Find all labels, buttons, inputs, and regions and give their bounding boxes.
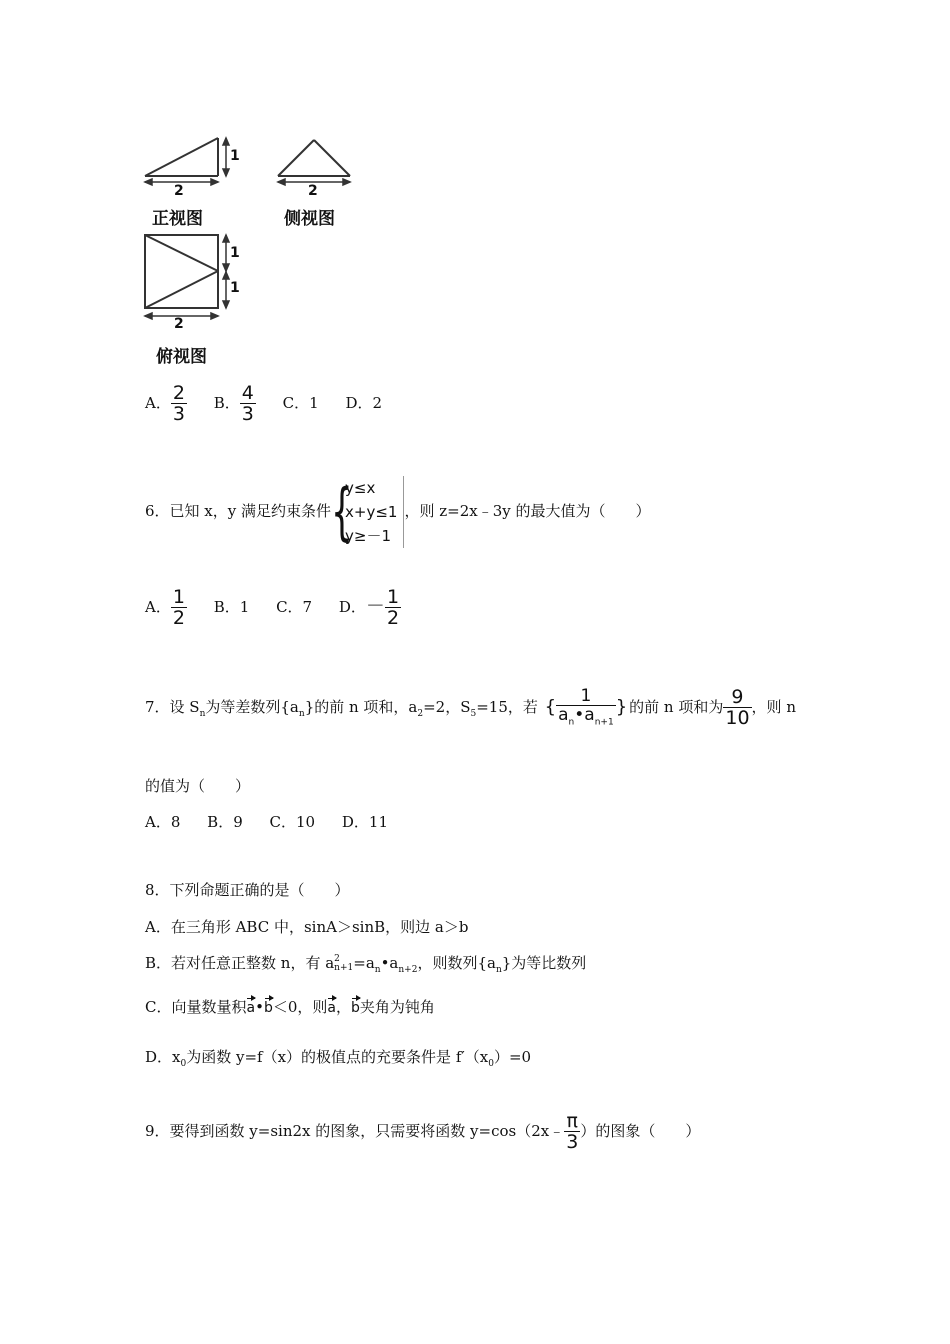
q5-option-a[interactable] [145,384,187,424]
set-den-dot: • [574,705,585,726]
option-letter: A． [145,394,171,412]
front-dimension-lines [145,138,229,185]
fraction-numerator: 4 [241,382,254,404]
q6-options [145,588,423,628]
q8b-sub: n [495,965,502,975]
sequence-set: { $\frac{1}{a_n•a_{n+1}}$ } [544,686,628,728]
constraint-1: y≤x [345,479,376,497]
fraction-numerator: 1 [386,586,400,608]
fraction-numerator: 2 [172,382,185,404]
set-den-sub: n [568,717,575,728]
q7-text-7: ，则 n [751,698,796,716]
q7-option-b[interactable]: B．9 [207,813,243,831]
q7-sub: 2 [417,709,424,719]
fraction-numerator: π [566,1110,578,1132]
set-den-sub: n+1 [594,717,614,728]
front-view-label: 正视图 [152,209,203,229]
q7-text-2: 为等差数列{a [205,698,299,716]
fraction-numerator: 1 [172,586,185,608]
q6-suffix: ，则 z=2x﹣3y 的最大值为（ ） [404,502,651,520]
option-letter: A． [145,598,171,616]
side-view-shape [278,140,350,176]
q8-option-c[interactable] [145,996,435,1017]
q8b-text-2: =a [353,954,375,972]
q7-option-a[interactable]: A．8 [145,813,181,831]
top-upper-label: 1 [230,245,240,261]
side-width-label: 2 [308,183,318,199]
q6-option-a[interactable] [145,588,187,628]
q6-stem [145,476,650,548]
q5-option-b[interactable] [214,384,256,424]
q7-text-6: 的前 n 项和为 [629,698,724,716]
q8-option-d[interactable] [145,1046,531,1069]
fraction-denominator: 2 [172,607,185,629]
q6-option-b[interactable]: B．1 [213,598,250,616]
q8b-text-5: }为等比数列 [501,954,587,972]
set-den-b: a [584,705,595,726]
q8-stem: 8．下列命题正确的是（ ） [145,881,350,899]
option-letter: B． [213,394,240,412]
q8b-sub: n+1 [334,963,354,973]
dot-operator: • [255,998,264,1016]
front-view-shape [145,138,218,176]
fraction-denominator: 3 [172,403,185,425]
q6-option-c[interactable]: C．7 [276,598,313,616]
q7-text-5: =15，若 [476,698,538,716]
q7-stem-line2: 的值为（ ） [145,777,251,795]
top-view-shape [145,235,218,308]
q8d-text-2: 为函数 y=f（x）的极值点的充要条件是 f′（x [186,1048,489,1066]
q7-sub: n [199,709,206,719]
top-view-label: 俯视图 [156,347,207,367]
constraint-system [331,476,404,548]
fraction-denominator: 3 [566,1131,579,1153]
fraction-numerator: 9 [731,686,744,708]
q7-option-c[interactable]: C．10 [269,813,316,831]
top-lower-label: 1 [230,280,240,296]
q8c-text-3: ， [335,998,351,1016]
left-brace: { [331,475,353,548]
constraint-3: y≥－1 [345,527,392,545]
top-width-label: 2 [174,316,184,332]
q8d-text-1: D．x [145,1048,181,1066]
side-view-label: 侧视图 [284,209,335,229]
q7-text-4: =2，S [423,698,471,716]
q6-prefix: 6．已知 x，y 满足约束条件 [145,502,332,520]
q7-stem [145,688,796,728]
minus-sign: － [365,595,385,617]
vector-b: b [264,996,273,1016]
vector-a: a [327,996,336,1016]
vector-b: b [351,996,360,1016]
fraction-denominator: 2 [386,607,400,629]
q8d-text-3: ）=0 [493,1048,532,1066]
q6-option-d[interactable] [339,588,401,628]
three-view-figure [140,130,355,365]
set-den-a: a [558,705,569,726]
q8c-text-2: ＜0，则 [272,998,328,1016]
set-numerator: 1 [580,686,592,707]
q9-text-1: 9．要得到函数 y=sin2x 的图象，只需要将函数 y=cos（2x﹣ [145,1122,565,1140]
vector-a: a [246,996,255,1016]
q7-sub: 5 [470,709,477,719]
q8b-sub: n+2 [398,965,418,975]
q7-sub: n [298,709,305,719]
q8d-sub: 0 [180,1059,187,1069]
q8c-text-1: C．向量数量积 [145,998,247,1016]
top-dimension-lines [145,235,229,319]
q7-options [145,811,410,832]
q7-text-3: }的前 n 项和，a [304,698,418,716]
q8d-sub: 0 [488,1059,494,1069]
q9-stem [145,1112,700,1152]
fraction-denominator: 3 [241,403,254,425]
q5-option-c[interactable]: C．1 [282,394,319,412]
q8b-text-3: •a [380,954,399,972]
q5-option-d[interactable]: D．2 [345,394,383,412]
fraction-denominator: 10 [725,707,750,729]
q7-text-1: 7．设 S [145,698,200,716]
q7-option-d[interactable]: D．11 [341,813,389,831]
q9-text-2: ）的图象（ ） [580,1122,701,1140]
q5-options [145,384,404,424]
q8b-text-4: ，则数列{a [417,954,496,972]
constraint-2: x+y≤1 [345,503,398,521]
q8b-text-1: B．若对任意正整数 n，有 a [145,954,335,972]
q8c-text-4: 夹角为钝角 [359,998,435,1016]
front-width-label: 2 [174,183,184,199]
q8-option-b[interactable] [145,952,586,975]
three-view-drawing [140,130,355,365]
option-letter: D． [338,598,366,616]
q8-option-a[interactable]: A．在三角形 ABC 中，sinA＞sinB，则边 a＞b [145,918,469,936]
q8b-sup: 2 [334,954,340,964]
q8b-sub: n [374,965,381,975]
front-height-label: 1 [230,148,240,164]
